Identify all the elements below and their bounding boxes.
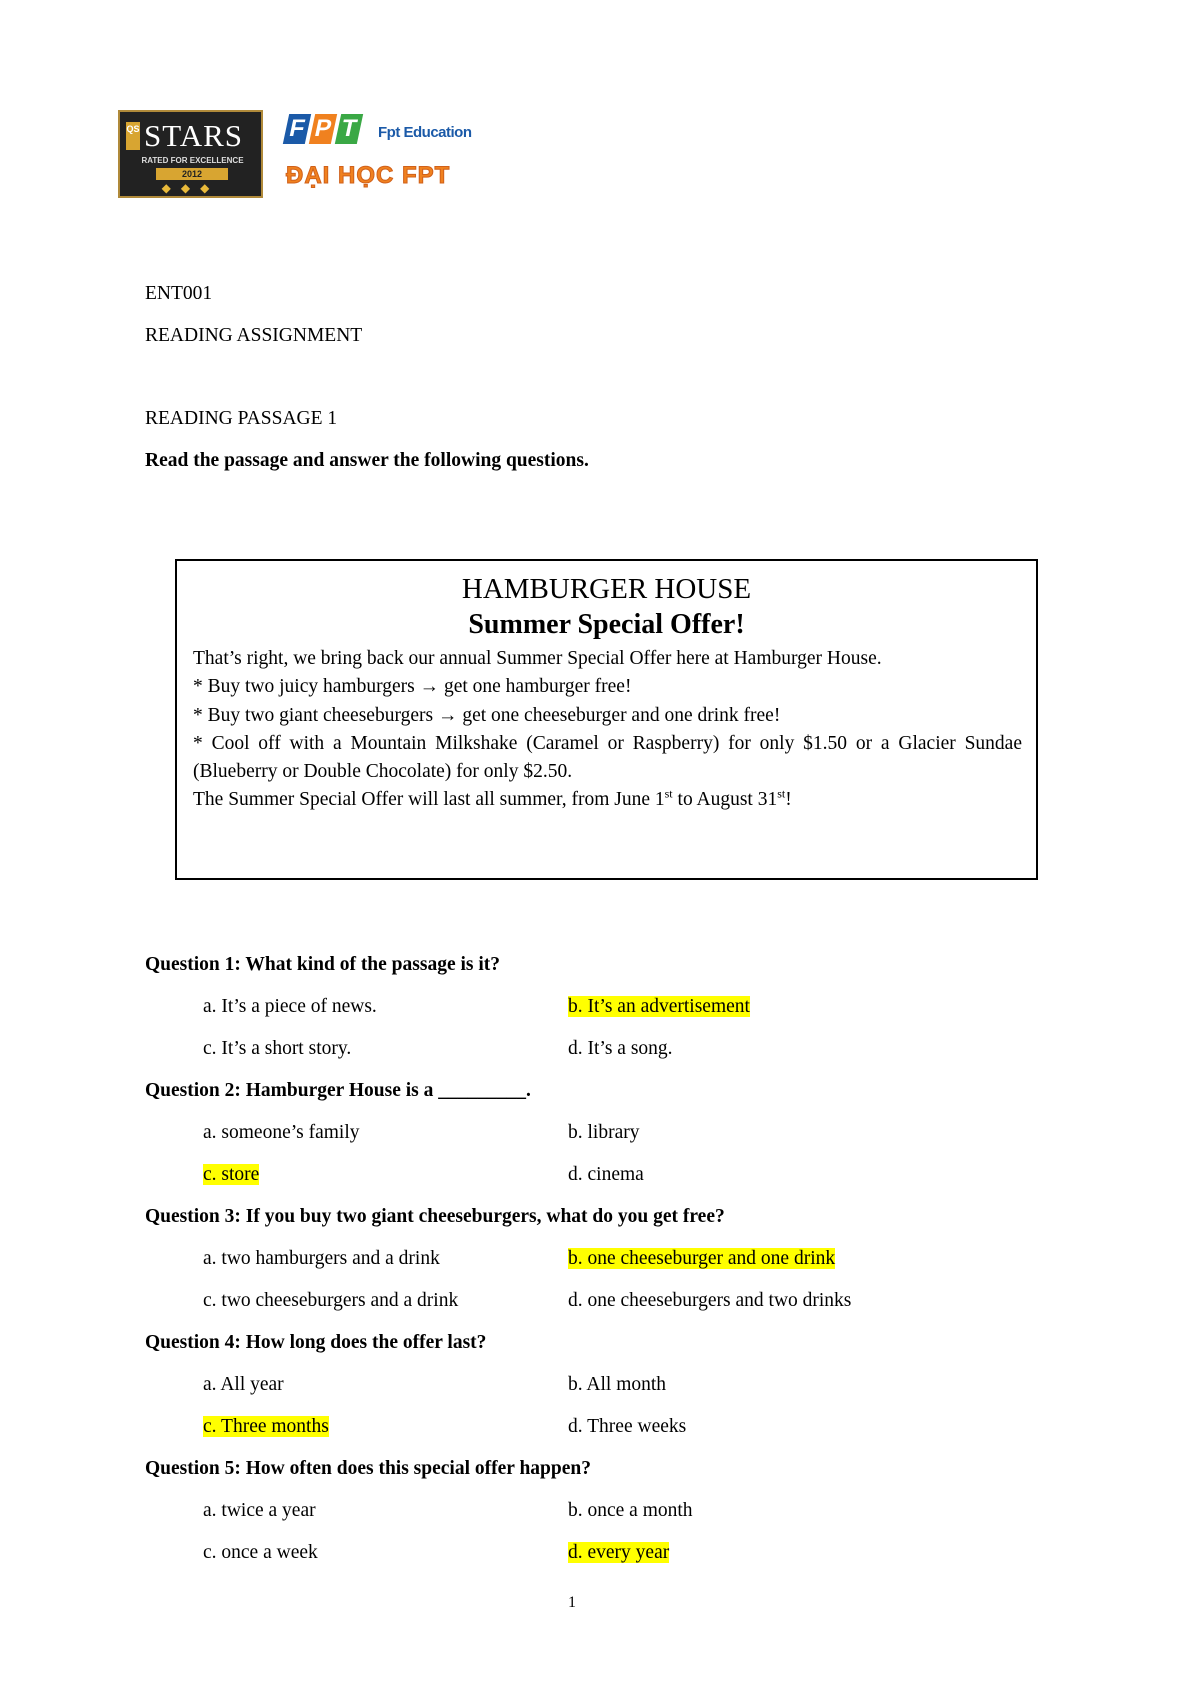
question-5: Question 5: How often does this special offer happen? (145, 1458, 591, 1479)
q5-option-b: b. once a month (568, 1500, 693, 1521)
stars-wordmark: STARS (144, 118, 243, 153)
ad-body (193, 645, 1022, 815)
q1-option-d: d. It’s a song. (568, 1038, 673, 1059)
q1-option-a: a. It’s a piece of news. (203, 996, 377, 1017)
fpt-education-logo (282, 110, 482, 200)
ad-title: HAMBURGER HOUSE (461, 573, 752, 605)
q4-option-d: d. Three weeks (568, 1416, 687, 1437)
question-2: Question 2: Hamburger House is a _________. (145, 1080, 531, 1101)
qs-stars-logo (118, 110, 263, 198)
q3-option-a: a. two hamburgers and a drink (203, 1248, 440, 1269)
advertisement-box (175, 559, 1038, 880)
q2-option-c: c. store (203, 1164, 260, 1185)
q5-option-d: d. every year (568, 1542, 670, 1563)
stars-rating-icon: ◆◆◆ (161, 181, 220, 195)
ad-item-cheeseburger: * Buy two giant cheeseburgers → get one cheeseburger and one drink free! (193, 704, 781, 726)
ad-item-milkshake: * Cool off with a Mountain Milkshake (Caramel or Raspberry) for only $1.50 or a Glacier Sundae (Blueberry or Double Chocolate) for only $2.50. (193, 732, 1022, 783)
q1-option-c: c. It’s a short story. (203, 1038, 352, 1059)
course-code: ENT001 (145, 283, 213, 304)
passage-title: READING PASSAGE 1 (145, 408, 338, 429)
qs-badge: QS (126, 122, 140, 150)
q2-option-d: d. cinema (568, 1164, 644, 1185)
q2-option-a: a. someone’s family (203, 1122, 360, 1143)
fpt-letter-p: P (309, 114, 337, 144)
ad-intro: That’s right, we bring back our annual Summer Special Offer here at Hamburger House. (193, 648, 882, 669)
instruction: Read the passage and answer the following questions. (145, 450, 589, 471)
fpt-letter-t: T (335, 114, 363, 144)
q5-option-a: a. twice a year (203, 1500, 316, 1521)
q4-option-c: c. Three months (203, 1416, 329, 1437)
q3-option-d: d. one cheeseburgers and two drinks (568, 1290, 852, 1311)
page-number: 1 (568, 1594, 576, 1611)
assignment-title: READING ASSIGNMENT (145, 325, 363, 346)
question-3: Question 3: If you buy two giant cheeseburgers, what do you get free? (145, 1206, 725, 1227)
question-4: Question 4: How long does the offer last? (145, 1332, 487, 1353)
q1-option-b: b. It’s an advertisement (568, 996, 750, 1017)
question-1: Question 1: What kind of the passage is it? (145, 954, 501, 975)
q3-option-c: c. two cheeseburgers and a drink (203, 1290, 459, 1311)
ad-item-hamburger: * Buy two juicy hamburgers → get one hamburger free! (193, 676, 632, 698)
q2-option-b: b. library (568, 1122, 640, 1143)
q5-option-c: c. once a week (203, 1542, 318, 1563)
stars-tagline: RATED FOR EXCELLENCE (141, 156, 244, 165)
ad-closing: The Summer Special Offer will last all summer, from June 1st to August 31st! (193, 786, 792, 811)
q3-option-b: b. one cheeseburger and one drink (568, 1248, 836, 1269)
stars-year: 2012 (156, 168, 228, 180)
fpt-university-text: ĐẠI HỌC FPT (286, 162, 451, 189)
fpt-letter-f: F (283, 114, 311, 144)
fpt-education-text: Fpt Education (378, 124, 472, 141)
q4-option-a: a. All year (203, 1374, 284, 1395)
q4-option-b: b. All month (568, 1374, 667, 1395)
ad-subtitle: Summer Special Offer! (468, 609, 745, 640)
